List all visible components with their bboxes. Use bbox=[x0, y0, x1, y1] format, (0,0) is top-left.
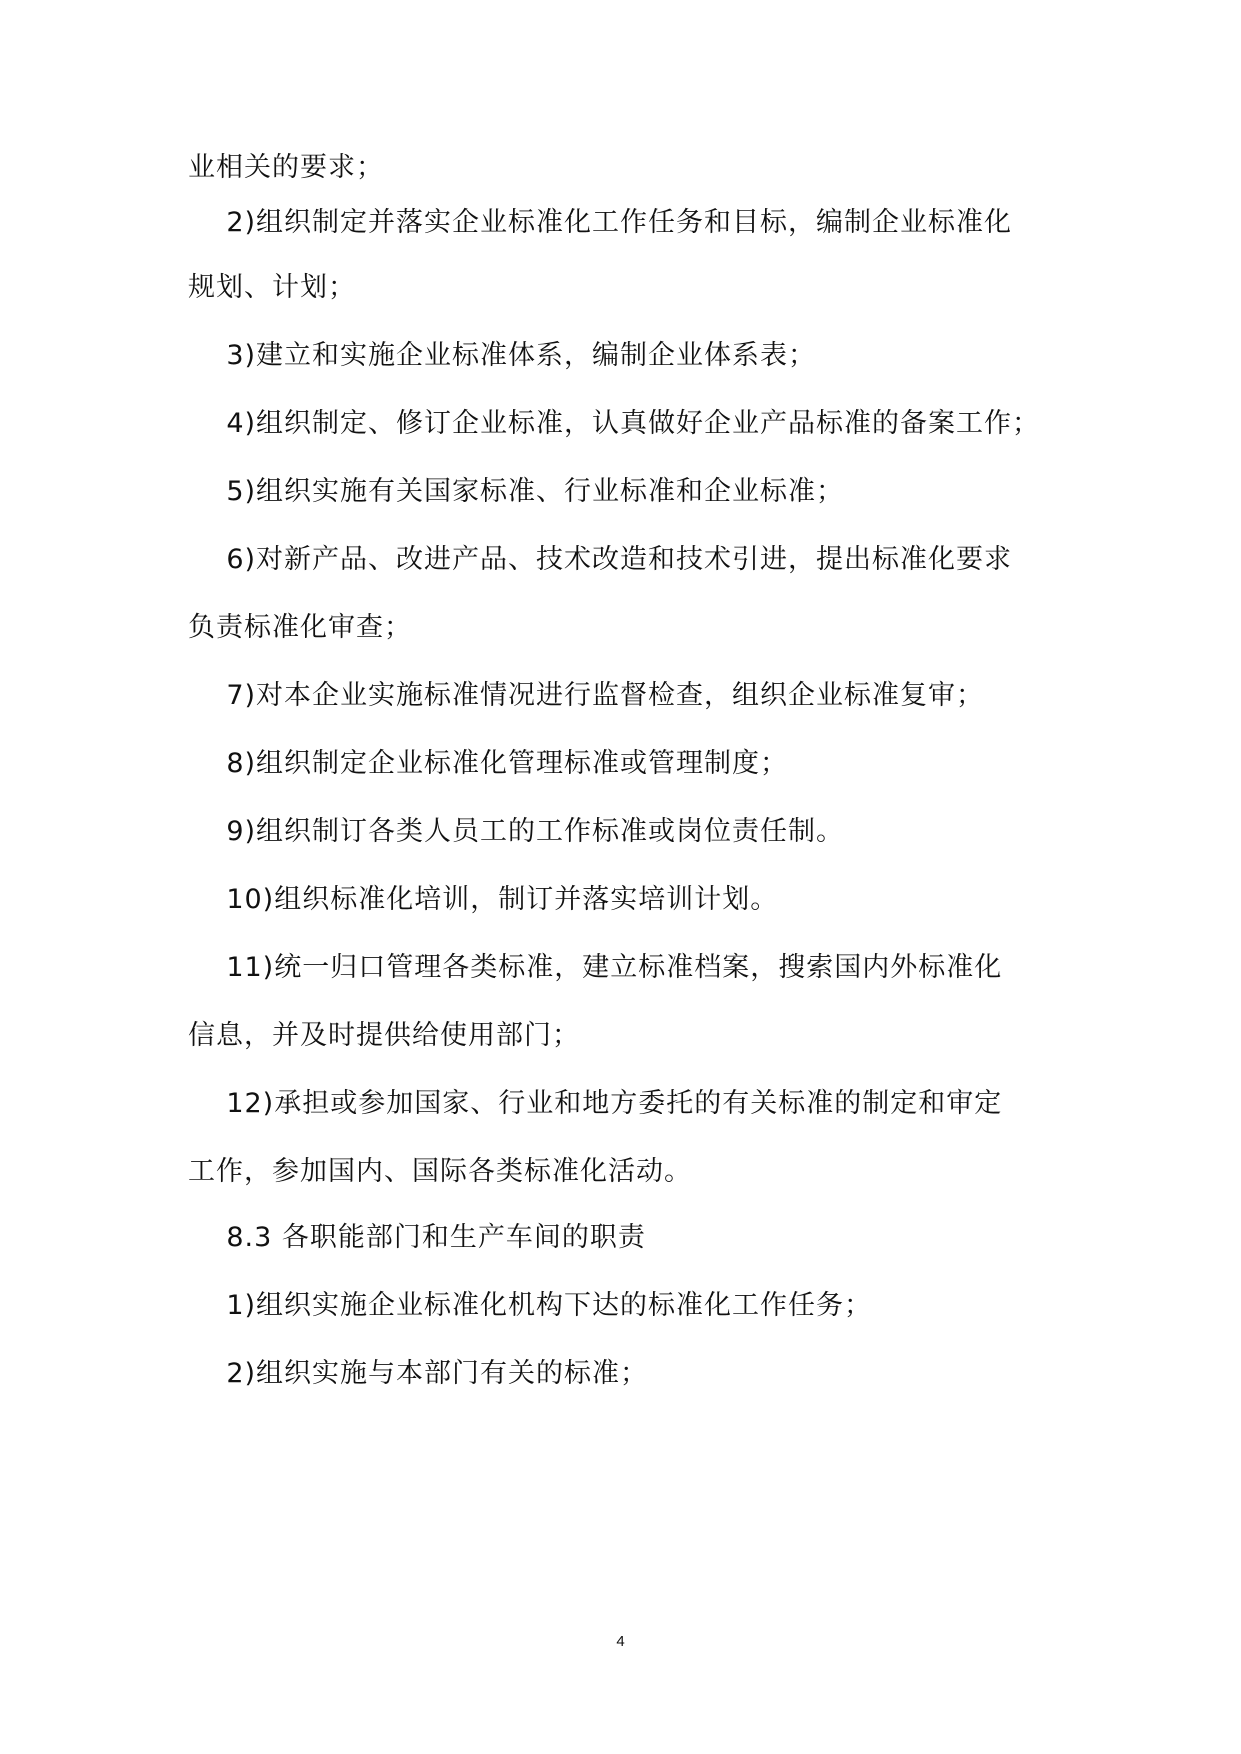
text-line: 负责标准化审查； bbox=[188, 612, 412, 643]
text-line: 信息，并及时提供给使用部门； bbox=[188, 1020, 580, 1051]
text-line: 6)对新产品、改进产品、技术改造和技术引进，提出标准化要求 bbox=[188, 544, 1013, 575]
section-heading: 8.3 各职能部门和生产车间的职责 bbox=[188, 1222, 646, 1253]
text-line: 3)建立和实施企业标准体系，编制企业体系表； bbox=[188, 340, 817, 371]
text-line: 7)对本企业实施标准情况进行监督检查，组织企业标准复审； bbox=[188, 680, 985, 711]
page-number: 4 bbox=[616, 1633, 625, 1650]
text-line: 5)组织实施有关国家标准、行业标准和企业标准； bbox=[188, 476, 845, 507]
text-line: 8)组织制定企业标准化管理标准或管理制度； bbox=[188, 748, 789, 779]
text-line: 工作，参加国内、国际各类标准化活动。 bbox=[188, 1156, 692, 1187]
text-line: 规划、计划； bbox=[188, 272, 356, 303]
text-line: 1)组织实施企业标准化机构下达的标准化工作任务； bbox=[188, 1290, 873, 1321]
text-line: 11)统一归口管理各类标准，建立标准档案，搜索国内外标准化 bbox=[188, 952, 1003, 983]
text-line: 业相关的要求； bbox=[188, 152, 384, 183]
text-line: 12)承担或参加国家、行业和地方委托的有关标准的制定和审定 bbox=[188, 1088, 1003, 1119]
text-line: 2)组织制定并落实企业标准化工作任务和目标，编制企业标准化 bbox=[188, 207, 1013, 238]
text-line: 2)组织实施与本部门有关的标准； bbox=[188, 1358, 649, 1389]
text-line: 4)组织制定、修订企业标准，认真做好企业产品标准的备案工作； bbox=[188, 408, 1041, 439]
text-line: 10)组织标准化培训，制订并落实培训计划。 bbox=[188, 884, 779, 915]
text-line: 9)组织制订各类人员工的工作标准或岗位责任制。 bbox=[188, 816, 845, 847]
